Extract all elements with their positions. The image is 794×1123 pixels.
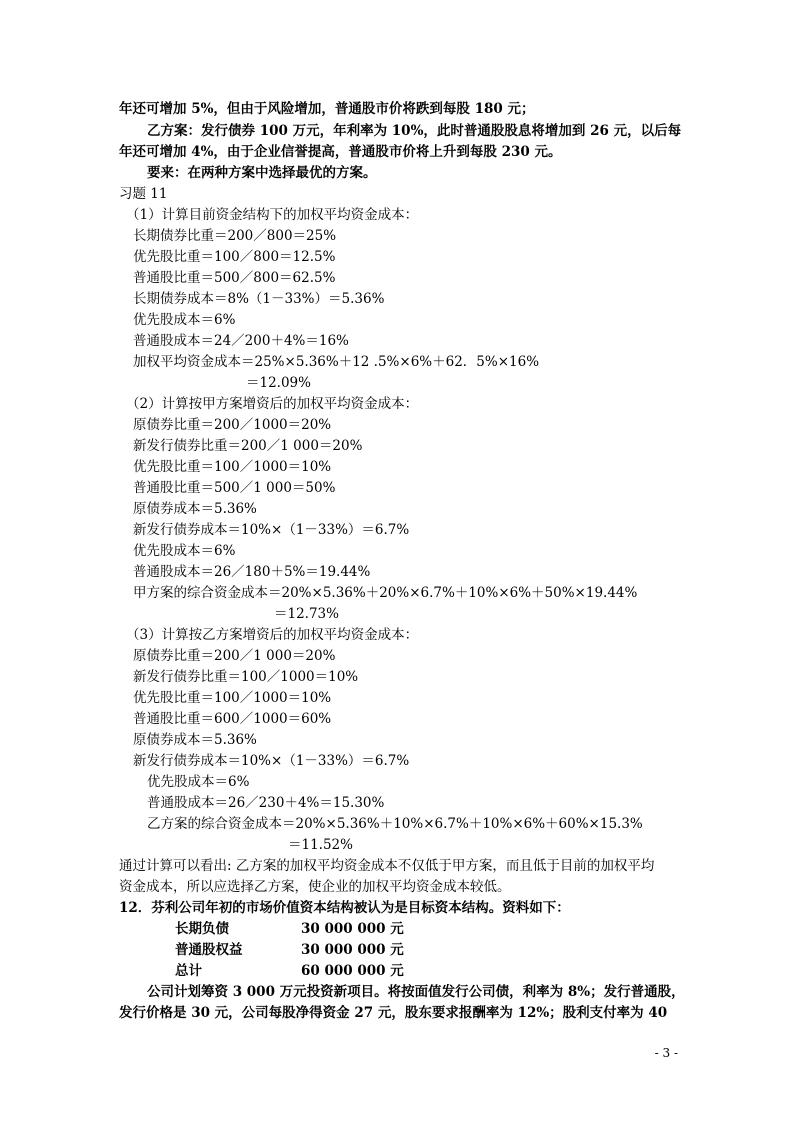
text-line: 优先股成本＝6% xyxy=(133,543,236,559)
text-line: 普通股成本＝24／200＋4%＝16% xyxy=(133,333,349,349)
text-line: ＝11.52% xyxy=(288,837,353,853)
capital-table-row xyxy=(175,940,404,960)
capital-table-row xyxy=(175,961,404,981)
capital-value: 60 000 000 元 xyxy=(301,963,404,979)
capital-value: 30 000 000 元 xyxy=(301,921,404,937)
text-line: 公司计划筹资 3 000 万元投资新项目。将按面值发行公司债，利率为 8%；发行普通股， xyxy=(147,984,685,1000)
capital-value: 30 000 000 元 xyxy=(301,942,404,958)
text-line: 优先股比重＝100／1000＝10% xyxy=(133,690,332,706)
text-line: 新发行债券比重＝100／1000＝10% xyxy=(133,669,359,685)
text-line: 原债券成本＝5.36% xyxy=(133,732,257,748)
text-line: 普通股比重＝500／1 000＝50% xyxy=(133,480,336,496)
text-line: 优先股比重＝100／800＝12.5% xyxy=(133,249,336,265)
text-line: （1）计算目前资金结构下的加权平均资金成本： xyxy=(126,207,419,223)
text-line: 普通股比重＝600／1000＝60% xyxy=(133,711,332,727)
text-line: ＝12.09% xyxy=(246,375,311,391)
text-line: 新发行债券成本＝10%×（1－33%）＝6.7% xyxy=(133,522,410,538)
question-heading: 12．芬利公司年初的市场价值资本结构被认为是目标资本结构。资料如下： xyxy=(119,900,570,916)
text-line: 新发行债券成本＝10%×（1－33%）＝6.7% xyxy=(133,753,410,769)
text-line: 发行价格是 30 元，公司每股净得资金 27 元，股东要求报酬率为 12%；股利支付率为 40 xyxy=(119,1005,668,1021)
text-line: （2）计算按甲方案增资后的加权平均资金成本： xyxy=(126,396,419,412)
text-line: 新发行债券比重＝200／1 000＝20% xyxy=(133,438,363,454)
text-line: 通过计算可以看出: 乙方案的加权平均资金成本不仅低于甲方案，而且低于目前的加权平均 xyxy=(119,858,655,874)
page-number: - 3 - xyxy=(654,1046,678,1060)
text-line: 普通股成本＝26／230＋4%＝15.30% xyxy=(147,795,385,811)
text-line: 资金成本，所以应选择乙方案，使企业的加权平均资金成本较低。 xyxy=(119,879,511,895)
text-line: ＝12.73% xyxy=(274,606,339,622)
text-line: 普通股成本＝26／180＋5%＝19.44% xyxy=(133,564,371,580)
text-line: 长期债券比重＝200／800＝25% xyxy=(133,228,337,244)
text-line: 原债券成本＝5.36% xyxy=(133,501,257,517)
text-line: 乙方案的综合资金成本＝20%×5.36%＋10%×6.7%＋10%×6%＋60%×15.3% xyxy=(147,816,643,832)
capital-label: 总计 xyxy=(175,963,202,979)
text-line: 年还可增加 5%，但由于风险增加，普通股市价将跌到每股 180 元； xyxy=(119,101,535,117)
text-line: 长期债券成本＝8%（1－33%）＝5.36% xyxy=(133,291,385,307)
text-line: 优先股比重＝100／1000＝10% xyxy=(133,459,332,475)
text-line: 甲方案的综合资金成本＝20%×5.36%＋20%×6.7%＋10%×6%＋50%×19.44% xyxy=(133,585,638,601)
text-line: 原债券比重＝200／1 000＝20% xyxy=(133,648,336,664)
text-line: 普通股比重＝500／800＝62.5% xyxy=(133,270,336,286)
text-line: 要来：在两种方案中选择最优的方案。 xyxy=(147,165,377,181)
text-line: 加权平均资金成本＝25%×5.36%＋12 .5%×6%＋62．5%×16% xyxy=(133,354,540,370)
text-line: 优先股成本＝6% xyxy=(133,312,236,328)
capital-label: 普通股权益 xyxy=(175,942,243,958)
text-line: 乙方案：发行债券 100 万元，年利率为 10%，此时普通股股息将增加到 26 元，以后每 xyxy=(147,123,682,139)
text-line: 原债券比重＝200／1000＝20% xyxy=(133,417,332,433)
text-line: 优先股成本＝6% xyxy=(147,774,250,790)
capital-label: 长期负债 xyxy=(175,921,229,937)
section-heading: 习题 11 xyxy=(119,186,168,202)
text-line: （3）计算按乙方案增资后的加权平均资金成本： xyxy=(126,627,419,643)
text-line: 年还可增加 4%，由于企业信誉提高，普通股市价将上升到每股 230 元。 xyxy=(119,144,562,160)
capital-table-row xyxy=(175,919,404,939)
